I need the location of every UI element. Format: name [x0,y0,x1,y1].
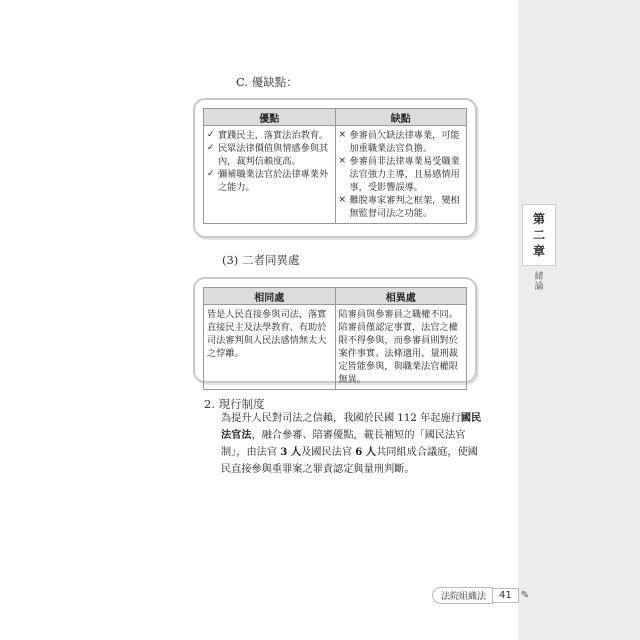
header-different: 相異處 [335,288,467,305]
chapter-char: 第 [532,212,545,226]
check-icon: ✓ [207,130,215,140]
list-item-text: 難脫專家審判之框架，變相無監督司法之功能。 [349,195,460,219]
pros-cell [204,126,336,224]
para-text: ，融合參審、陪審優點，載長補短的「國民法官制」，由法官 [221,430,466,458]
chapter-topic: 緒論 [534,272,544,292]
footer-book-title: 法院組織法 [432,587,493,604]
para-bold: 6 人 [355,446,377,458]
section-heading-3: (3) 二者同異處 [222,253,300,267]
check-icon: ✓ [207,143,215,153]
chapter-char: 章 [532,244,545,258]
list-item [339,194,464,220]
similarities-card [193,277,477,383]
pros-cons-card [193,98,477,238]
para-text: 共同組成合議庭，使國民直接參與重罪案之罪責認定與量刑判斷。 [221,447,478,475]
side-strip [518,0,640,640]
para-bold: 3 人 [280,446,302,458]
list-item-text: 實踐民主，落實法治教育。 [218,130,329,141]
cross-icon: × [338,195,347,205]
chapter-tab [522,204,556,266]
header-pros: 優點 [204,109,336,126]
list-item [339,129,464,155]
para-text: 為提升人民對司法之信賴，我國於民國 112 年起施行 [221,413,461,424]
similarities-table [203,287,467,390]
header-similar: 相同處 [204,288,336,305]
list-item-text: 參審員非法律專業易受職業法官強力主導，且易感情用事，受影響誤導。 [349,156,460,193]
list-item [207,129,332,142]
page-number: 41 [493,588,519,603]
current-system-paragraph [221,410,483,478]
page-footer [432,586,529,604]
pen-icon: ✎ [520,589,530,601]
different-cell: 陪審員與參審員之職權不同。陪審員僅認定事實，法官之權限不得參與，而參審員則對於案件事實、法條適用、量刑裁定皆能參與，與職業法官權限無異。 [335,305,467,390]
cross-icon: × [338,130,347,140]
para-text: 及國民法官 [301,447,356,458]
check-icon: ✓ [207,169,215,179]
pros-cons-table [203,108,467,224]
header-cons: 缺點 [335,109,467,126]
list-item [207,142,332,168]
cons-cell [335,126,467,224]
section-heading-2: 2. 現行制度 [204,397,265,411]
cross-icon: × [338,156,347,166]
list-item-text: 參審員欠缺法律專業，可能加重職業法官負擔。 [349,130,460,154]
para-bold: 國民法官法 [221,412,482,441]
list-item [207,168,332,194]
similar-cell: 皆是人民直接參與司法，落實直接民主及法學教育、有助於司法審判與人民法感情無太大之悖離。 [204,305,336,390]
cons-list [339,129,464,220]
list-item-text: 民眾法律價值與情感參與其內，裁判信賴度高。 [218,143,329,167]
pros-list [207,129,332,194]
list-item-text: 彌補職業法官於法律專業外之能力。 [218,169,329,193]
list-item [339,155,464,194]
chapter-char: 二 [532,228,545,242]
section-heading-c: C. 優缺點： [236,75,298,89]
